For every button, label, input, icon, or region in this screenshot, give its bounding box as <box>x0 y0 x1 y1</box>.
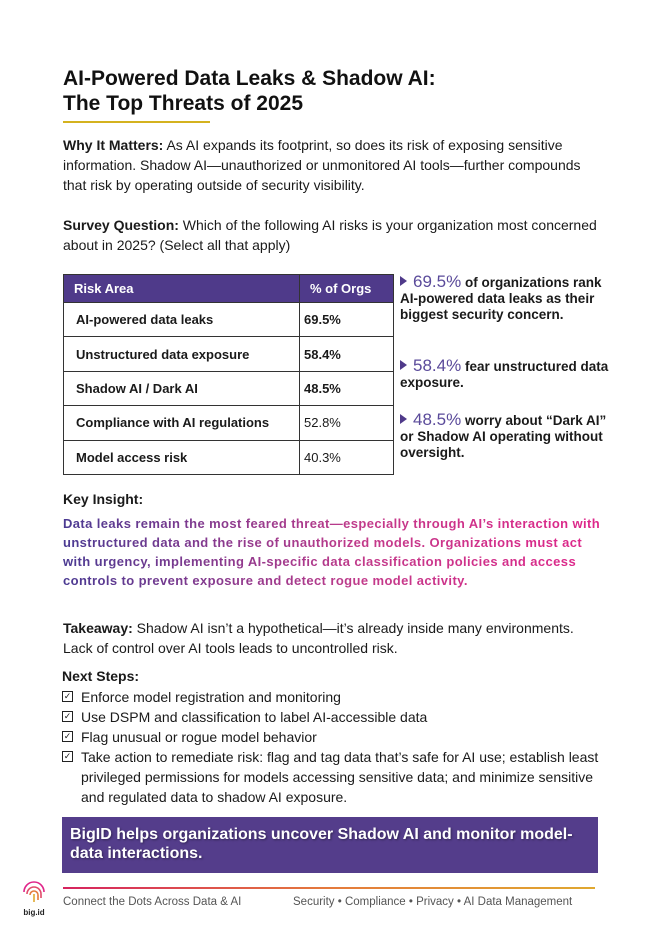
takeaway: Takeaway: Shadow AI isn’t a hypothetical—it’s already inside many environments. Lack of control over AI tools leads to uncontrolled risk. <box>63 620 574 656</box>
key-insight-text: Data leaks remain the most feared threat—especially through AI’s interaction with unstructured data and the rise of unauthorized models. Organizations must act with urgency, implementing AI-specific data classification policies and access controls to prevent exposure and detect rogue model activity. <box>63 514 608 590</box>
fingerprint-icon <box>20 878 48 918</box>
list-item: ✓ Enforce model registration and monitoring <box>63 689 341 705</box>
risk-table <box>63 274 394 475</box>
svg-text:big.id: big.id <box>23 908 45 917</box>
callout-2: 58.4% fear unstructured data exposure. <box>400 356 609 390</box>
table-row: Model access risk 40.3% <box>64 440 394 474</box>
checkbox-checked-icon: ✓ <box>63 711 72 721</box>
bigid-logo <box>20 878 48 918</box>
table-row: AI-powered data leaks 69.5% <box>64 303 394 337</box>
footer-tagline: Connect the Dots Across Data & AI <box>63 896 242 908</box>
next-steps-list <box>62 687 602 807</box>
page-title: AI-Powered Data Leaks & Shadow AI: The Top Threats of 2025 <box>63 67 436 115</box>
why-it-matters: Why It Matters: As AI expands its footprint, so does its risk of exposing sensitive information. Shadow AI—unauthorized or unmonitored AI tools—further compounds that risk by operating outside of security visibility. <box>63 137 581 193</box>
list-item: ✓ Flag unusual or rogue model behavior <box>63 729 317 745</box>
bigid-banner: BigID helps organizations uncover Shadow AI and monitor model-data interactions. <box>62 817 598 873</box>
triangle-bullet-icon <box>400 276 407 286</box>
table-header: Risk Area % of Orgs <box>64 275 394 303</box>
checkbox-checked-icon: ✓ <box>63 731 72 741</box>
callout-1: 69.5% of organizations rank AI-powered data leaks as their biggest security concern. <box>400 272 602 322</box>
footer-divider <box>63 887 595 889</box>
list-item: ✓ Use DSPM and classification to label AI-accessible data <box>63 709 428 725</box>
triangle-bullet-icon <box>400 414 407 424</box>
key-insight-label: Key Insight: <box>63 491 144 507</box>
footer-pillars: Security • Compliance • Privacy • AI Data Management <box>293 896 573 908</box>
next-steps-label: Next Steps: <box>62 668 140 684</box>
survey-question: Survey Question: Which of the following AI risks is your organization most concerned about in 2025? (Select all that apply) <box>63 217 597 253</box>
checkbox-checked-icon: ✓ <box>63 691 72 701</box>
list-item: ✓ Take action to remediate risk: flag and tag data that’s safe for AI use; establish least privileged permissions for models accessing sensitive data; and minimize sensitive and regulated data to shadow AI exposure. <box>63 749 599 805</box>
callout-3: 48.5% worry about “Dark AI” or Shadow AI operating without oversight. <box>400 410 607 460</box>
triangle-bullet-icon <box>400 360 407 370</box>
table-row: Compliance with AI regulations 52.8% <box>64 406 394 440</box>
table-row: Unstructured data exposure 58.4% <box>64 337 394 371</box>
checkbox-checked-icon: ✓ <box>63 751 72 761</box>
table-row: Shadow AI / Dark AI 48.5% <box>64 371 394 405</box>
title-underline <box>63 121 210 123</box>
